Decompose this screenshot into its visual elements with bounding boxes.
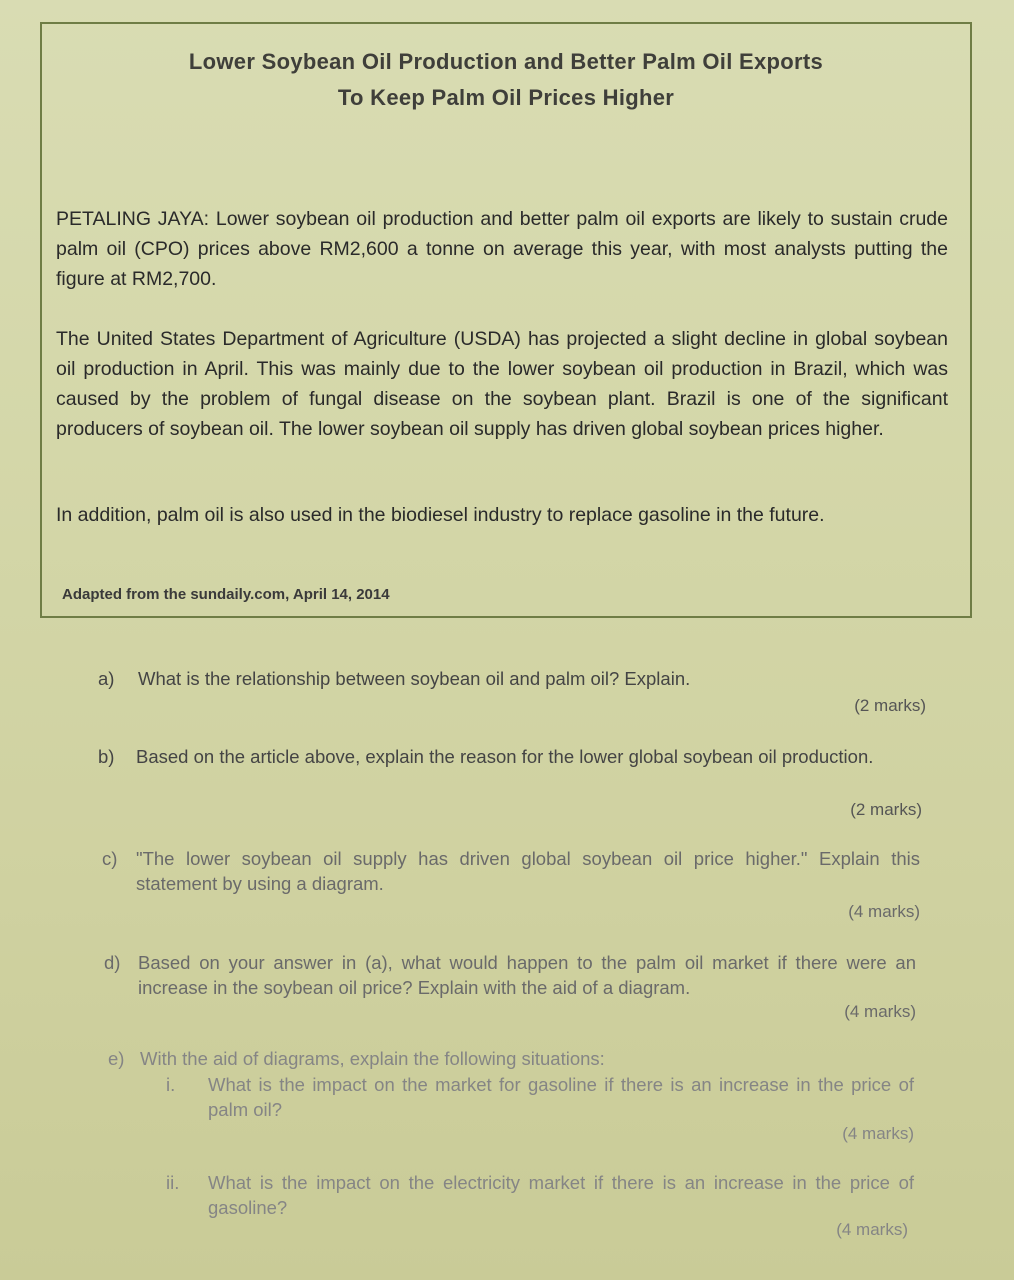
question-b-label: b) xyxy=(98,746,115,767)
question-b-marks: (2 marks) xyxy=(850,800,922,819)
question-b xyxy=(98,744,928,804)
question-e-ii xyxy=(166,1170,926,1220)
question-b-text: Based on the article above, explain the reason for the lower global soybean oil production. xyxy=(136,746,874,767)
question-a-marks: (2 marks) xyxy=(854,696,926,715)
article-paragraph-1: PETALING JAYA: Lower soybean oil production and better palm oil exports are likely to sustain crude palm oil (CPO) prices above RM2,600 a tonne on average this year, with most analysts putting the figure at RM2,700. xyxy=(56,208,948,290)
question-e-ii-text: What is the impact on the electricity market if there is an increase in the price of gasoline? xyxy=(208,1172,914,1218)
question-c-text: "The lower soybean oil supply has driven global soybean oil price higher." Explain this statement by using a diagram. xyxy=(136,848,920,894)
article-source: Adapted from the sundaily.com, April 14, 2014 xyxy=(62,586,390,603)
question-e-text: With the aid of diagrams, explain the following situations: xyxy=(140,1048,605,1069)
article-paragraph-3: In addition, palm oil is also used in the biodiesel industry to replace gasoline in the future. xyxy=(56,504,825,526)
question-e-i xyxy=(166,1072,926,1122)
article-title xyxy=(102,44,910,116)
question-d-marks: (4 marks) xyxy=(844,1002,916,1021)
question-e-label: e) xyxy=(108,1048,125,1069)
question-e-ii-label: ii. xyxy=(166,1172,180,1193)
question-e-i-label: i. xyxy=(166,1074,176,1095)
article-box xyxy=(40,22,972,618)
question-a-text: What is the relationship between soybean oil and palm oil? Explain. xyxy=(138,668,691,689)
question-e-i-marks: (4 marks) xyxy=(842,1124,914,1143)
article-title-line1: Lower Soybean Oil Production and Better Palm Oil Exports xyxy=(188,49,824,74)
question-c-label: c) xyxy=(102,848,118,869)
question-d xyxy=(104,950,934,1010)
question-a-label: a) xyxy=(98,668,115,689)
article-paragraph-2: The United States Department of Agriculture (USDA) has projected a slight decline in global soybean oil production in April. This was mainly due to the lower soybean oil production in Brazil, which was caused by the problem of fungal disease on the soybean plant. Brazil is one of the significant producers of soybean oil. The lower soybean oil supply has driven global soybean prices higher. xyxy=(56,328,948,440)
question-d-label: d) xyxy=(104,952,121,973)
question-c xyxy=(102,846,932,906)
question-d-text: Based on your answer in (a), what would happen to the palm oil market if there were an increase in the soybean oil price? Explain with the aid of a diagram. xyxy=(138,952,916,998)
question-e-ii-marks: (4 marks) xyxy=(836,1220,908,1239)
question-c-marks: (4 marks) xyxy=(848,902,920,921)
question-a xyxy=(98,666,928,726)
question-e-i-text: What is the impact on the market for gasoline if there is an increase in the price of palm oil? xyxy=(208,1074,914,1120)
article-title-line2: To Keep Palm Oil Prices Higher xyxy=(337,85,675,110)
